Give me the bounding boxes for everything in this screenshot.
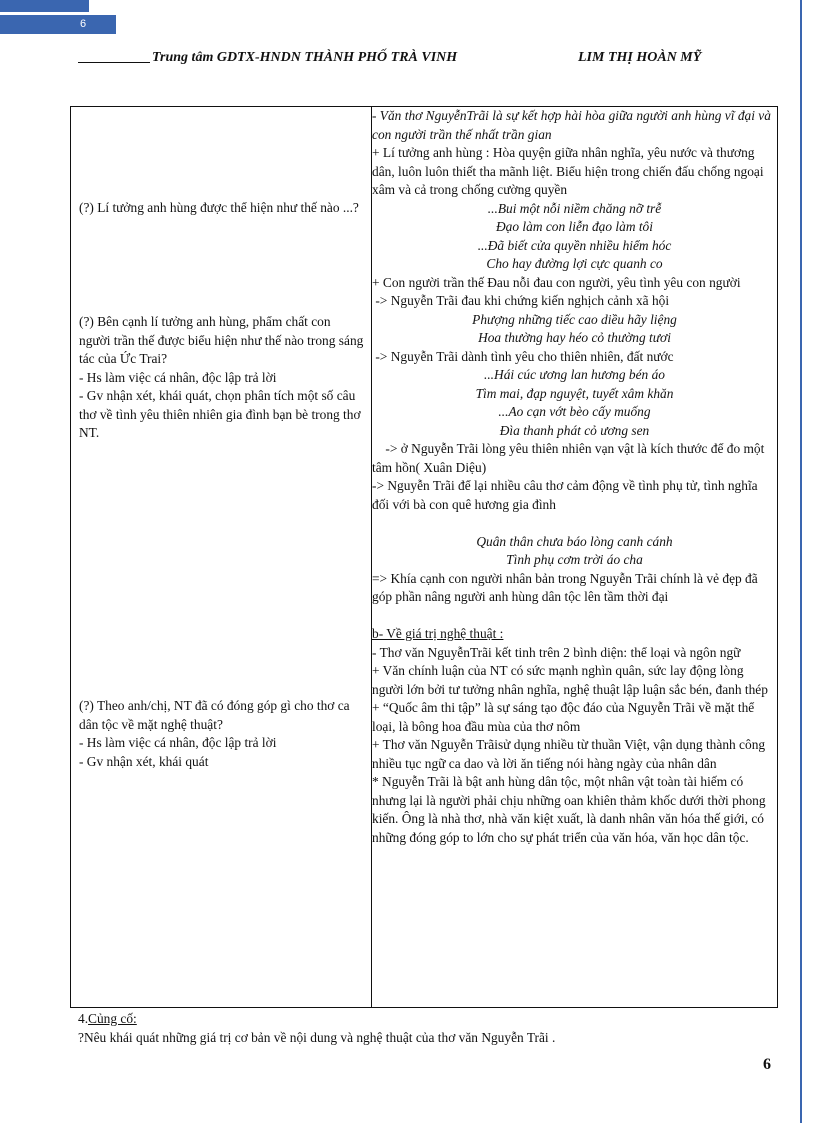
content-paragraph: + Thơ văn Nguyễn Trãisử dụng nhiều từ thuần Việt, vận dụng thành công nhiều tục ngữ ca dao và lời ăn tiếng nói hàng ngày của nhân dân [372, 737, 766, 771]
content-paragraph: -> ở Nguyễn Trãi lòng yêu thiên nhiên vạn vật là kích thước để đo một tâm hồn( Xuân Diệu) [372, 441, 768, 475]
verse-line: Tìm mai, đạp nguyệt, tuyết xâm khăn [475, 385, 674, 401]
content-paragraph: - Văn thơ NguyễnTrãi là sự kết hợp hài hòa giữa người anh hùng vĩ đại và con người trần thế nhất trần gian [372, 108, 771, 142]
section-title [78, 1010, 778, 1029]
question-text: (?) Bên cạnh lí tưởng anh hùng, phẩm chất con người trần thế được biểu hiện như thế nào trong sáng tác của Ức Trai? [79, 314, 364, 366]
content-paragraph: -> Nguyễn Trãi để lại nhiều câu thơ cảm động về tình phụ tử, tình nghĩa đối với bà con quê hương gia đình [372, 478, 758, 512]
verse-line: Tình phụ cơm trời áo cha [506, 552, 643, 567]
section-prefix: 4. [78, 1011, 89, 1026]
instruction-line: - Gv nhận xét, khái quát, chọn phân tích một số câu thơ về tình yêu thiên nhiên gia đình bạn bè trong thơ NT. [79, 388, 361, 440]
content-paragraph: -> Nguyễn Trãi đau khi chứng kiến nghịch cảnh xã hội [372, 293, 670, 308]
center-name: Trung tâm GDTX-HNDN THÀNH PHỐ TRÀ VINH [152, 50, 458, 65]
verse-line: ...Ao cạn vớt bèo cấy muống [498, 404, 651, 419]
verse-line: Quân thân chưa báo lòng canh cánh [476, 533, 673, 549]
content-paragraph: * Nguyễn Trãi là bật anh hùng dân tộc, một nhân vật toàn tài hiếm có nhưng lại là người phải chịu những oan khiên thảm khốc dưới thời phong kiến. Ông là nhà thơ, nhà văn kiệt xuất, là danh nhân văn hóa thế giới, có những đóng góp to lớn cho sự phát triển của văn hóa, văn học dân tộc. [372, 774, 766, 845]
content-column [372, 107, 778, 1008]
review-question: ?Nêu khái quát những giá trị cơ bản về nội dung và nghệ thuật của thơ văn Nguyễn Trãi . [78, 1029, 556, 1045]
verse-line: Phượng những tiếc cao diều hãy liệng [472, 311, 677, 327]
verse-line: ...Bui một nỗi niềm chăng nỡ trễ [487, 200, 662, 216]
teacher-activity-column [71, 107, 372, 1008]
header-tab-bar [0, 0, 89, 12]
section-title-text: Củng cố: [88, 1011, 137, 1026]
content-paragraph: + “Quốc âm thi tập” là sự sáng tạo độc đáo của Nguyễn Trãi về mặt thể loại, là bông hoa đầu mùa của thơ nôm [372, 700, 755, 734]
page-border-line [800, 0, 802, 1123]
instruction-line: - Hs làm việc cá nhân, độc lập trả lời [79, 369, 277, 385]
content-paragraph: - Thơ văn NguyễnTrãi kết tinh trên 2 bình diện: thể loại và ngôn ngữ [372, 644, 741, 660]
header-rule [78, 50, 150, 63]
instruction-line: - Hs làm việc cá nhân, độc lập trả lời [79, 735, 277, 750]
verse-line: ...Đã biết cửa quyền nhiều hiểm hóc [477, 237, 672, 253]
lesson-table [70, 106, 778, 1008]
page-tab [0, 15, 116, 34]
instruction-line: - Gv nhận xét, khái quát [79, 753, 209, 769]
question-text: (?) Lí tưởng anh hùng được thể hiện như thế nào ...? [79, 200, 359, 215]
section-heading: b- Về giá trị nghệ thuật : [372, 626, 504, 641]
content-paragraph: -> Nguyễn Trãi dành tình yêu cho thiên nhiên, đất nước [372, 348, 674, 364]
content-paragraph: + Con người trần thế Đau nỗi đau con người, yêu tình yêu con người [372, 274, 741, 290]
verse-line: Đìa thanh phát cỏ ương sen [499, 422, 650, 438]
content-paragraph: => Khía cạnh con người nhân bản trong Nguyễn Trãi chính là vẻ đẹp đã góp phần nâng người anh hùng dân tộc lên tầm thời đại [372, 570, 758, 604]
verse-line: Cho hay đường lợi cực quanh co [486, 256, 663, 271]
tab-number: 6 [80, 18, 87, 30]
page-number: 6 [763, 1056, 771, 1073]
question-human-quality [79, 313, 364, 443]
verse-line: Hoa thường hay héo cỏ thường tươi [478, 330, 671, 345]
content-paragraph: + Lí tưởng anh hùng : Hòa quyện giữa nhân nghĩa, yêu nước và thương dân, luôn luôn thiết tha mãnh liệt. Biểu hiện trong chiến đấu chống ngoại xâm và cả trong chống cường quyền [372, 145, 764, 197]
content-paragraph: + Văn chính luận của NT có sức mạnh nghìn quân, sức lay động lòng người lớn bởi tư tưởng nhân nghĩa, nghệ thuật lập luận sắc bén, đanh thép [372, 663, 768, 697]
verse-line: Đạo làm con liễn đạo làm tôi [496, 219, 653, 234]
question-heroic-ideal [79, 199, 364, 218]
author-name: LIM THỊ HOÀN MỸ [578, 50, 702, 65]
footer-section [78, 1010, 778, 1047]
question-artistic-value [79, 697, 364, 771]
document-header [78, 50, 738, 70]
verse-line: ...Hái cúc ương lan hương bén áo [483, 367, 665, 382]
question-text: (?) Theo anh/chị, NT đã có đóng góp gì cho thơ ca dân tộc về mặt nghệ thuật? [79, 698, 350, 732]
